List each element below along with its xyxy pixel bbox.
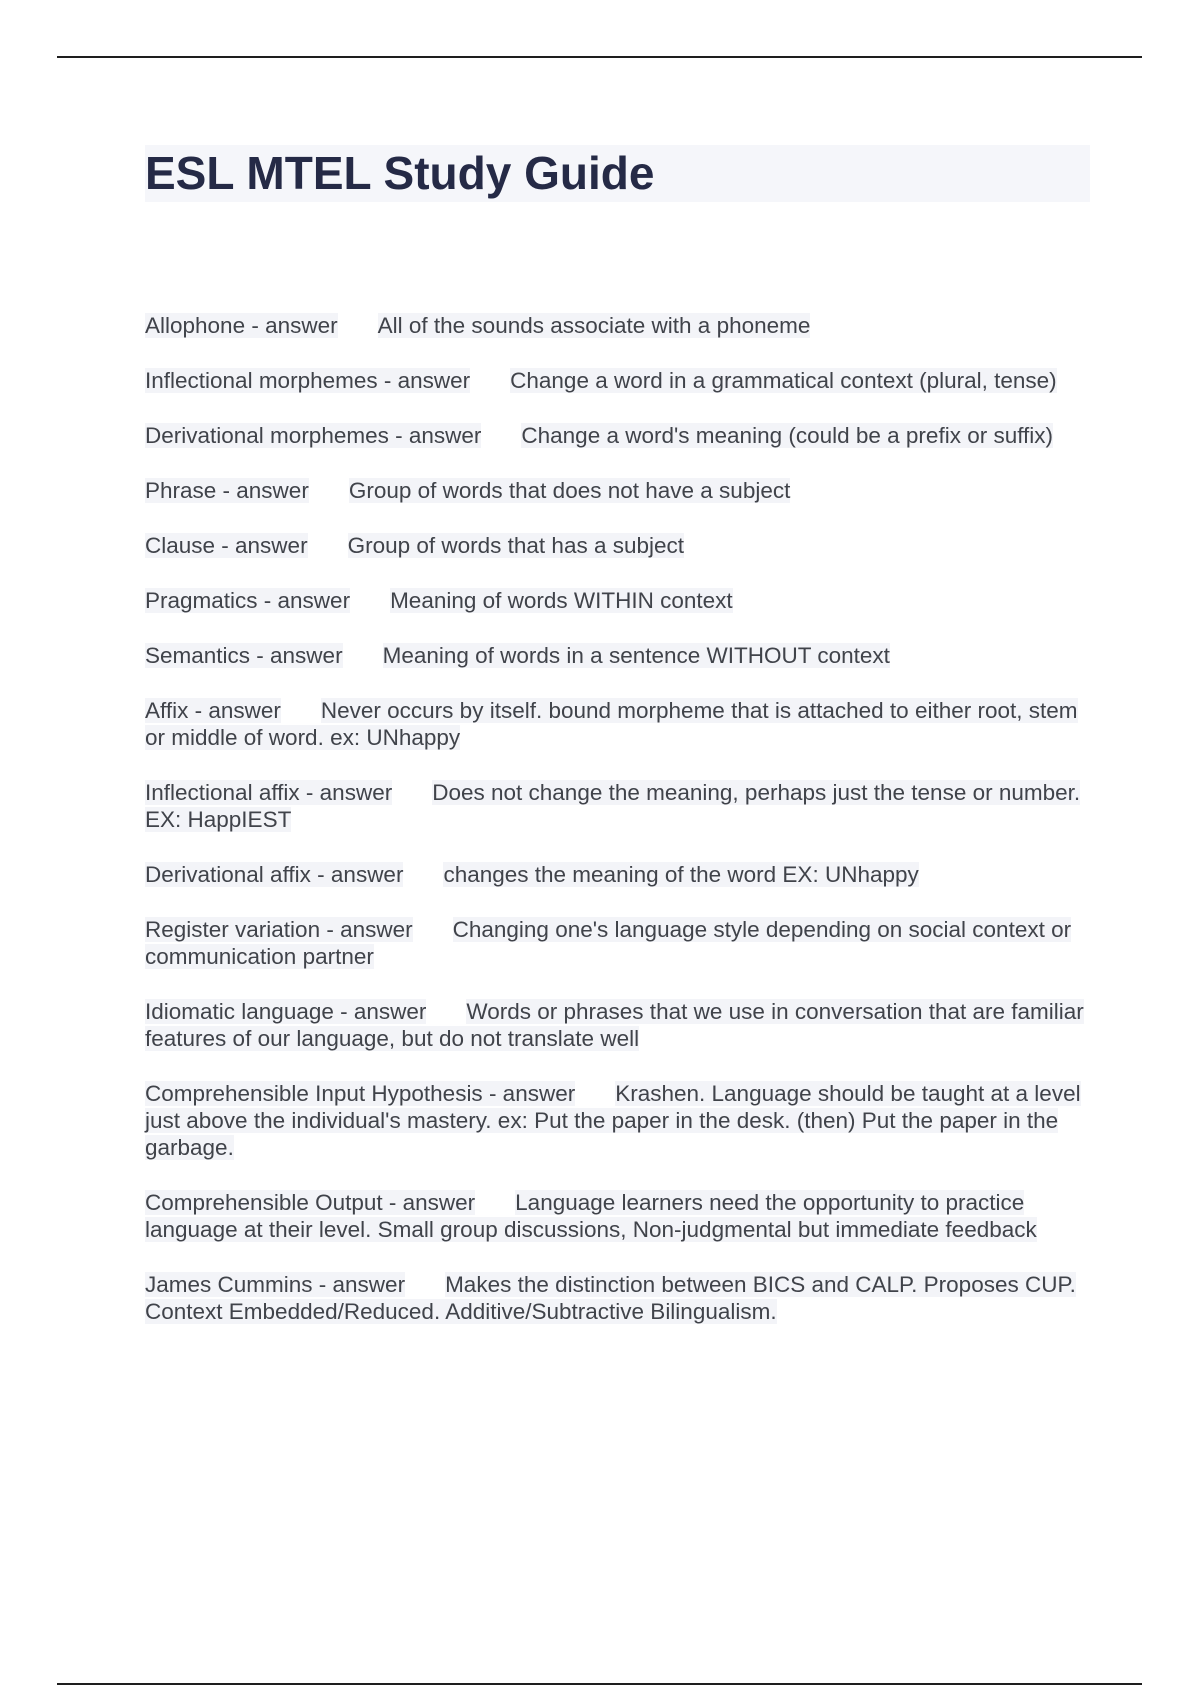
entry-definition: changes the meaning of the word EX: UNhappy — [443, 862, 919, 887]
entry-term: Allophone - answer — [145, 313, 338, 338]
entry-definition: Group of words that has a subject — [347, 533, 685, 558]
list-item — [145, 779, 1090, 833]
entry-term: Pragmatics - answer — [145, 588, 351, 613]
entry-definition: Group of words that does not have a subject — [348, 478, 791, 503]
entry-definition: Language learners need the opportunity to practice language at their level. Small group discussions, Non-judgmental but immediate feedback — [145, 1190, 1037, 1242]
header-rule — [57, 56, 1142, 58]
page-title: ESL MTEL Study Guide — [145, 147, 655, 199]
list-item — [145, 422, 1090, 449]
entry-definition: All of the sounds associate with a phoneme — [377, 313, 811, 338]
flashcard-list — [145, 312, 1090, 1353]
entry-term: Derivational affix - answer — [145, 862, 404, 887]
list-item — [145, 532, 1090, 559]
entry-term: Affix - answer — [145, 698, 281, 723]
entry-definition: Words or phrases that we use in conversation that are familiar features of our language, but do not translate well — [145, 999, 1084, 1051]
list-item — [145, 367, 1090, 394]
entry-term: Phrase - answer — [145, 478, 309, 503]
entry-term: Register variation - answer — [145, 917, 413, 942]
entry-definition: Meaning of words WITHIN context — [390, 588, 733, 613]
entry-term: James Cummins - answer — [145, 1272, 406, 1297]
list-item — [145, 998, 1090, 1052]
footer-rule — [57, 1683, 1142, 1685]
list-item — [145, 1189, 1090, 1243]
list-item — [145, 861, 1090, 888]
list-item — [145, 477, 1090, 504]
list-item — [145, 1271, 1090, 1325]
entry-term: Comprehensible Output - answer — [145, 1190, 476, 1215]
entry-definition: Change a word in a grammatical context (plural, tense) — [510, 368, 1057, 393]
entry-term: Idiomatic language - answer — [145, 999, 427, 1024]
entry-term: Inflectional morphemes - answer — [145, 368, 471, 393]
list-item — [145, 312, 1090, 339]
list-item — [145, 642, 1090, 669]
entry-definition: Does not change the meaning, perhaps just the tense or number. EX: HappIEST — [145, 780, 1081, 832]
list-item — [145, 1080, 1090, 1161]
entry-term: Comprehensible Input Hypothesis - answer — [145, 1081, 576, 1106]
entry-definition: Never occurs by itself. bound morpheme that is attached to either root, stem or middle of word. ex: UNhappy — [145, 698, 1078, 750]
entry-definition: Krashen. Language should be taught at a level just above the individual's mastery. ex: Put the paper in the desk. (then) Put the paper in the garbage. — [145, 1081, 1081, 1160]
list-item — [145, 916, 1090, 970]
entry-definition: Change a word's meaning (could be a prefix or suffix) — [521, 423, 1054, 448]
entry-definition: Changing one's language style depending on social context or communication partner — [145, 917, 1072, 969]
entry-term: Derivational morphemes - answer — [145, 423, 482, 448]
entry-definition: Meaning of words in a sentence WITHOUT context — [382, 643, 890, 668]
entry-term: Semantics - answer — [145, 643, 343, 668]
entry-term: Clause - answer — [145, 533, 308, 558]
entry-definition: Makes the distinction between BICS and CALP. Proposes CUP. Context Embedded/Reduced. Additive/Subtractive Bilingualism. — [145, 1272, 1076, 1324]
list-item — [145, 587, 1090, 614]
list-item — [145, 697, 1090, 751]
entry-term: Inflectional affix - answer — [145, 780, 393, 805]
